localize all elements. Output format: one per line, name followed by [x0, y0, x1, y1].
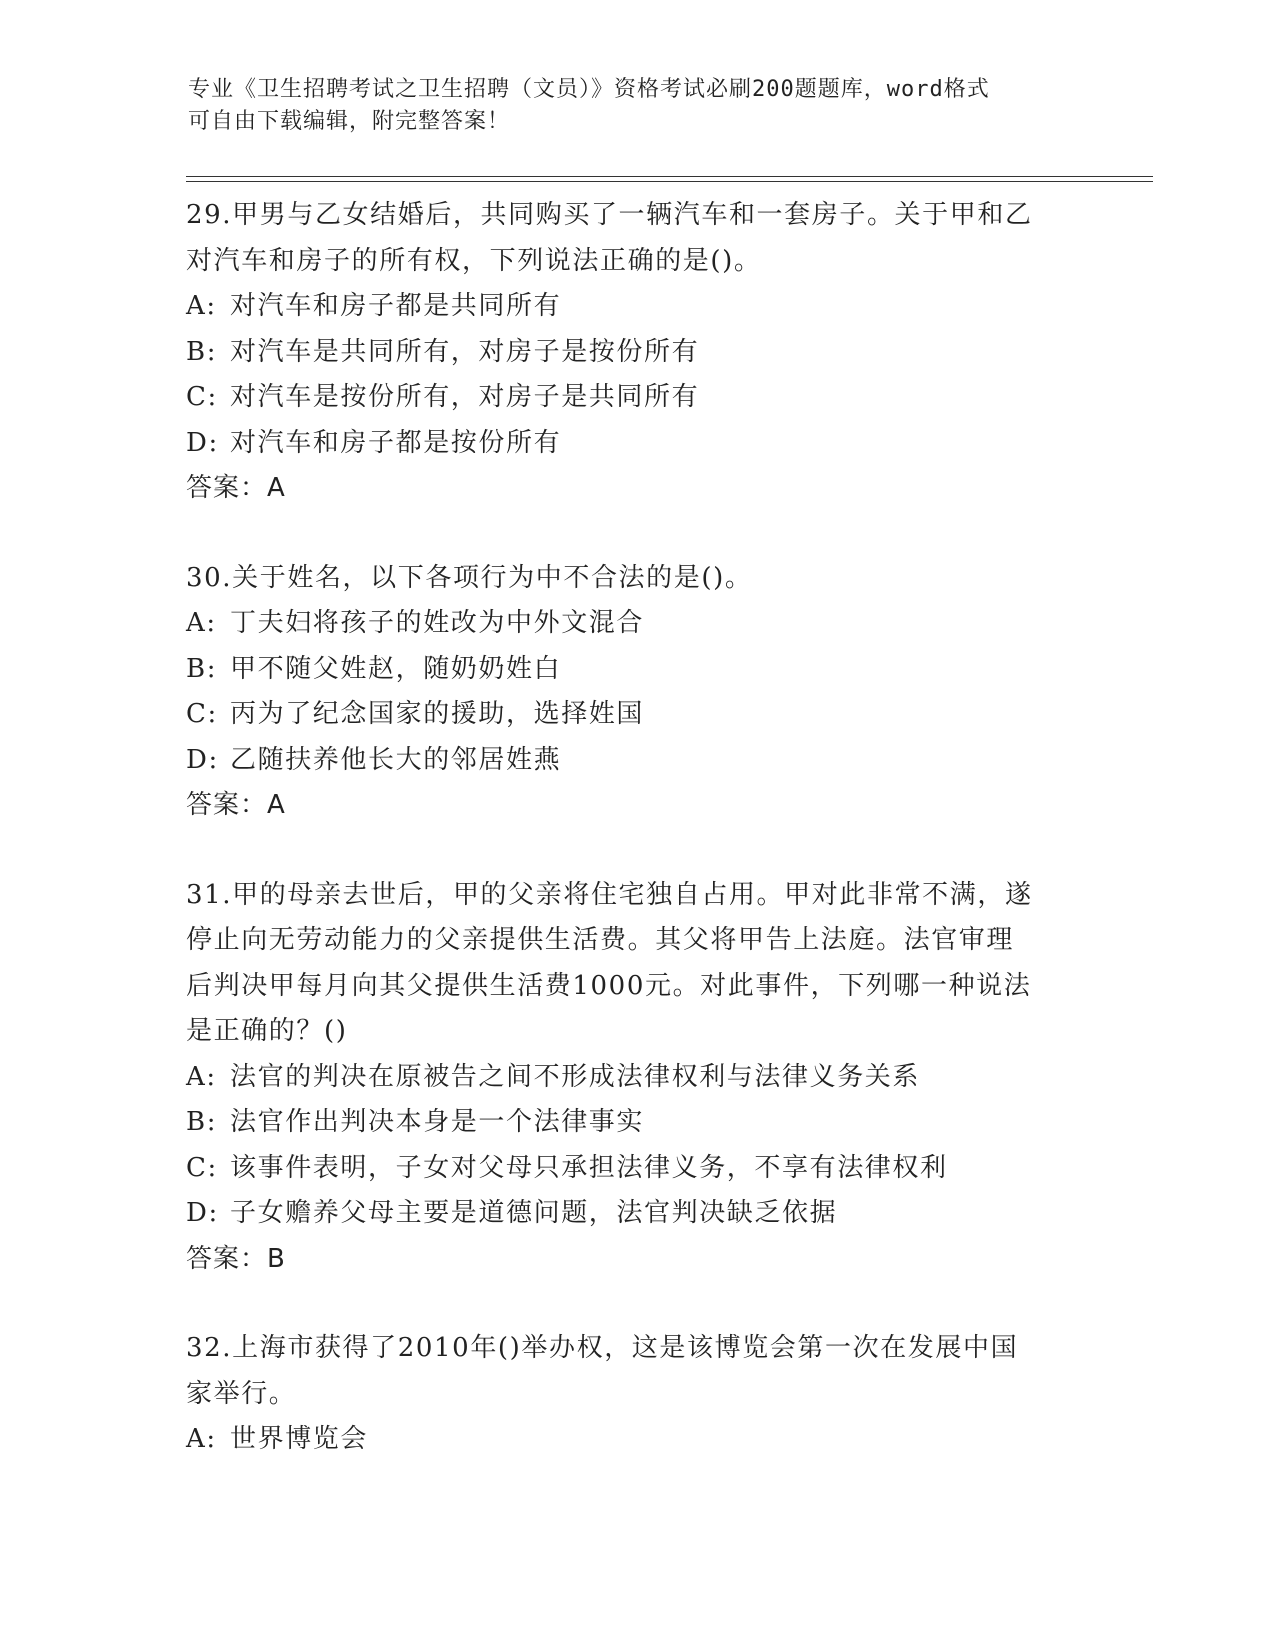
- document-header: [188, 74, 1088, 138]
- answer-line: 答案：A: [186, 790, 286, 820]
- question-stem-line: 对汽车和房子的所有权，下列说法正确的是()。: [186, 245, 762, 276]
- header-line-2: 可自由下载编辑，附完整答案！: [188, 109, 511, 134]
- option-text: 对汽车和房子都是按份所有: [230, 427, 562, 458]
- option-a: [186, 1417, 1086, 1463]
- header-divider-top: [186, 176, 1153, 177]
- option-key: A:: [186, 608, 217, 638]
- option-c: [186, 692, 1086, 738]
- option-key: B:: [186, 653, 218, 684]
- option-text: 该事件表明，子女对父母只承担法律义务，不享有法律权利: [230, 1152, 948, 1183]
- option-d: [186, 738, 1086, 784]
- option-key: C:: [186, 699, 218, 729]
- header-line-1: 专业《卫生招聘考试之卫生招聘（文员）》资格考试必刷200题题库，word格式: [188, 77, 990, 102]
- option-key: B:: [186, 336, 218, 367]
- question-30: [186, 556, 1086, 829]
- question-stem-line: 32.上海市获得了2010年()举办权，这是该博览会第一次在发展中国: [186, 1333, 1019, 1363]
- question-31: [186, 873, 1086, 1283]
- option-text: 丙为了纪念国家的援助，选择姓国: [230, 699, 645, 729]
- question-list: [186, 193, 1086, 1463]
- option-text: 子女赡养父母主要是道德问题，法官判决缺乏依据: [230, 1198, 838, 1228]
- option-key: A:: [186, 291, 217, 321]
- option-d: [186, 1191, 1086, 1237]
- option-text: 甲不随父姓赵，随奶奶姓白: [230, 653, 562, 684]
- question-stem-line: 后判决甲每月向其父提供生活费1000元。对此事件，下列哪一种说法: [186, 970, 1032, 1001]
- option-d: [186, 421, 1086, 467]
- option-c: [186, 1146, 1086, 1192]
- answer-line: 答案：B: [186, 1243, 286, 1274]
- answer-line: 答案：A: [186, 473, 286, 503]
- option-key: D:: [186, 1198, 219, 1228]
- question-stem-line: 31.甲的母亲去世后，甲的父亲将住宅独自占用。甲对此非常不满，遂: [186, 879, 1033, 910]
- option-c: [186, 375, 1086, 421]
- option-text: 对汽车是共同所有，对房子是按份所有: [230, 336, 700, 367]
- option-b: [186, 330, 1086, 376]
- option-key: C:: [186, 1152, 218, 1183]
- option-text: 法官作出判决本身是一个法律事实: [230, 1107, 645, 1137]
- option-text: 丁夫妇将孩子的姓改为中外文混合: [230, 608, 645, 638]
- option-text: 世界博览会: [230, 1424, 369, 1454]
- option-key: A:: [186, 1061, 217, 1092]
- option-b: [186, 1100, 1086, 1146]
- option-key: B:: [186, 1107, 218, 1137]
- option-key: A:: [186, 1424, 217, 1454]
- option-key: D:: [186, 427, 219, 458]
- option-a: [186, 284, 1086, 330]
- question-stem-line: 是正确的？(): [186, 1016, 348, 1046]
- question-32: [186, 1326, 1086, 1463]
- option-b: [186, 647, 1086, 693]
- option-text: 对汽车和房子都是共同所有: [230, 291, 562, 321]
- option-a: [186, 1055, 1086, 1101]
- option-key: C:: [186, 382, 218, 412]
- question-stem-line: 停止向无劳动能力的父亲提供生活费。其父将甲告上法庭。法官审理: [186, 925, 1015, 955]
- option-a: [186, 601, 1086, 647]
- question-stem-line: 家举行。: [186, 1378, 297, 1409]
- header-divider-bottom: [186, 181, 1153, 182]
- option-text: 法官的判决在原被告之间不形成法律权利与法律义务关系: [230, 1061, 921, 1092]
- question-29: [186, 193, 1086, 512]
- option-text: 乙随扶养他长大的邻居姓燕: [230, 744, 562, 775]
- question-stem-line: 30.关于姓名，以下各项行为中不合法的是()。: [186, 562, 753, 593]
- option-text: 对汽车是按份所有，对房子是共同所有: [230, 382, 700, 412]
- option-key: D:: [186, 744, 219, 775]
- question-stem-line: 29.甲男与乙女结婚后，共同购买了一辆汽车和一套房子。关于甲和乙: [186, 200, 1033, 230]
